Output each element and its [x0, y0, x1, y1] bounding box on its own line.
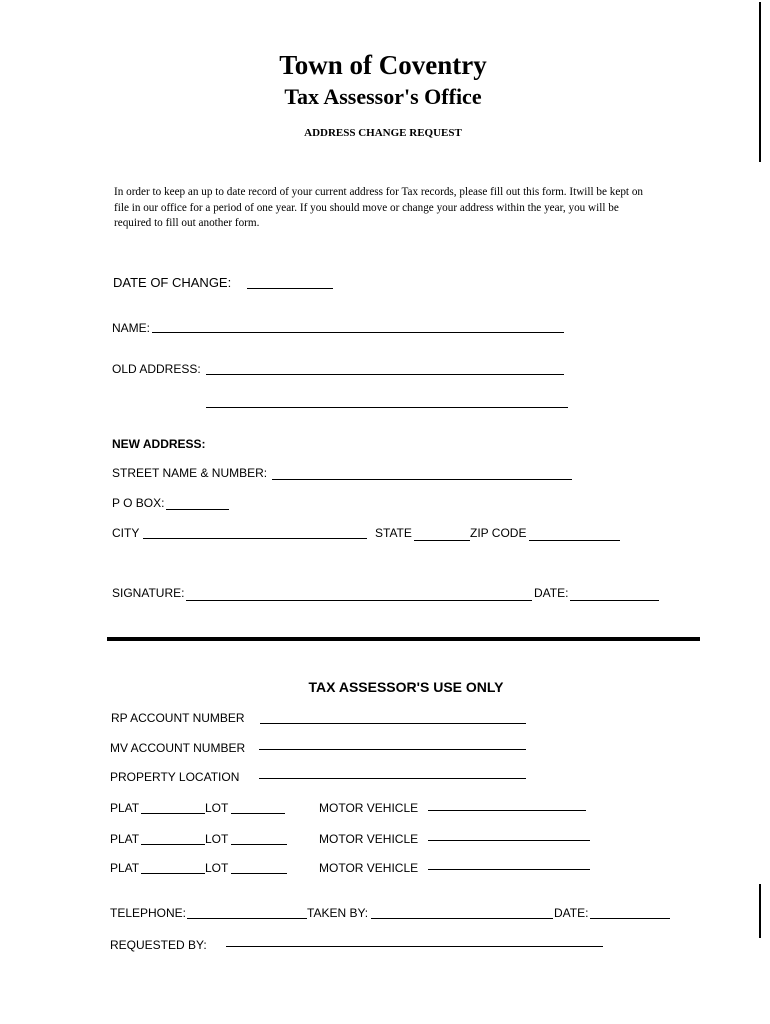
office-use-heading: TAX ASSESSOR'S USE ONLY	[308, 679, 504, 695]
city-label: CITY	[112, 526, 140, 540]
signature-date-field[interactable]	[570, 600, 659, 601]
mv-account-label: MV ACCOUNT NUMBER	[110, 741, 246, 755]
city-field[interactable]	[143, 538, 367, 539]
telephone-label: TELEPHONE:	[110, 906, 187, 920]
zip-label: ZIP CODE	[470, 526, 527, 540]
intro-text: In order to keep an up to date record of your current address for Tax records, please fill out this form. Itwill be kept on file in our office for a period of one year. If you should move or change your address within the year, you will be required to fill out another form.	[114, 186, 644, 229]
page-edge-mark-bottom	[759, 884, 761, 938]
office-title: Tax Assessor's Office	[284, 84, 482, 109]
requested-by-field[interactable]	[226, 946, 603, 947]
rp-account-field[interactable]	[260, 723, 526, 724]
motor-vehicle-field-1[interactable]	[428, 810, 586, 811]
motor-vehicle-label-1: MOTOR VEHICLE	[319, 801, 419, 815]
plat-field-1[interactable]	[141, 813, 205, 814]
lot-label-3: LOT	[205, 861, 229, 875]
old-address-field-2[interactable]	[206, 407, 568, 408]
property-location-field[interactable]	[259, 778, 526, 779]
street-label: STREET NAME & NUMBER:	[112, 466, 268, 480]
rp-account-label: RP ACCOUNT NUMBER	[111, 711, 245, 725]
street-field[interactable]	[272, 479, 572, 480]
mv-account-field[interactable]	[259, 749, 526, 750]
signature-label: SIGNATURE:	[112, 586, 185, 600]
plat-field-3[interactable]	[141, 873, 205, 874]
lot-label-1: LOT	[205, 801, 229, 815]
lot-field-3[interactable]	[231, 873, 287, 874]
form-title: ADDRESS CHANGE REQUEST	[304, 127, 462, 139]
date-of-change-label: DATE OF CHANGE:	[113, 275, 232, 290]
po-box-label: P O BOX:	[112, 496, 165, 510]
plat-field-2[interactable]	[141, 844, 205, 845]
state-label: STATE	[375, 526, 412, 540]
old-address-label: OLD ADDRESS:	[112, 362, 201, 376]
office-date-field[interactable]	[590, 918, 670, 919]
property-location-label: PROPERTY LOCATION	[110, 770, 240, 784]
name-field[interactable]	[152, 332, 564, 333]
zip-field[interactable]	[529, 540, 620, 541]
new-address-heading: NEW ADDRESS:	[112, 437, 206, 451]
page-title: Town of Coventry	[279, 50, 487, 80]
motor-vehicle-field-2[interactable]	[428, 840, 590, 841]
state-field[interactable]	[414, 540, 470, 541]
name-label: NAME:	[112, 321, 151, 335]
taken-by-field[interactable]	[371, 918, 553, 919]
requested-by-label: REQUESTED BY:	[110, 938, 207, 952]
office-date-label: DATE:	[554, 906, 589, 920]
motor-vehicle-label-2: MOTOR VEHICLE	[319, 832, 419, 846]
telephone-field[interactable]	[187, 918, 307, 919]
lot-field-2[interactable]	[231, 844, 287, 845]
plat-label-1: PLAT	[110, 801, 140, 815]
plat-label-2: PLAT	[110, 832, 140, 846]
lot-label-2: LOT	[205, 832, 229, 846]
motor-vehicle-label-3: MOTOR VEHICLE	[319, 861, 419, 875]
signature-date-label: DATE:	[534, 586, 569, 600]
motor-vehicle-field-3[interactable]	[428, 869, 590, 870]
lot-field-1[interactable]	[231, 813, 285, 814]
date-of-change-field[interactable]	[247, 288, 333, 289]
po-box-field[interactable]	[166, 509, 229, 510]
signature-field[interactable]	[186, 600, 532, 601]
old-address-field-1[interactable]	[206, 374, 564, 375]
plat-label-3: PLAT	[110, 861, 140, 875]
section-divider	[107, 637, 700, 641]
taken-by-label: TAKEN BY:	[307, 906, 369, 920]
